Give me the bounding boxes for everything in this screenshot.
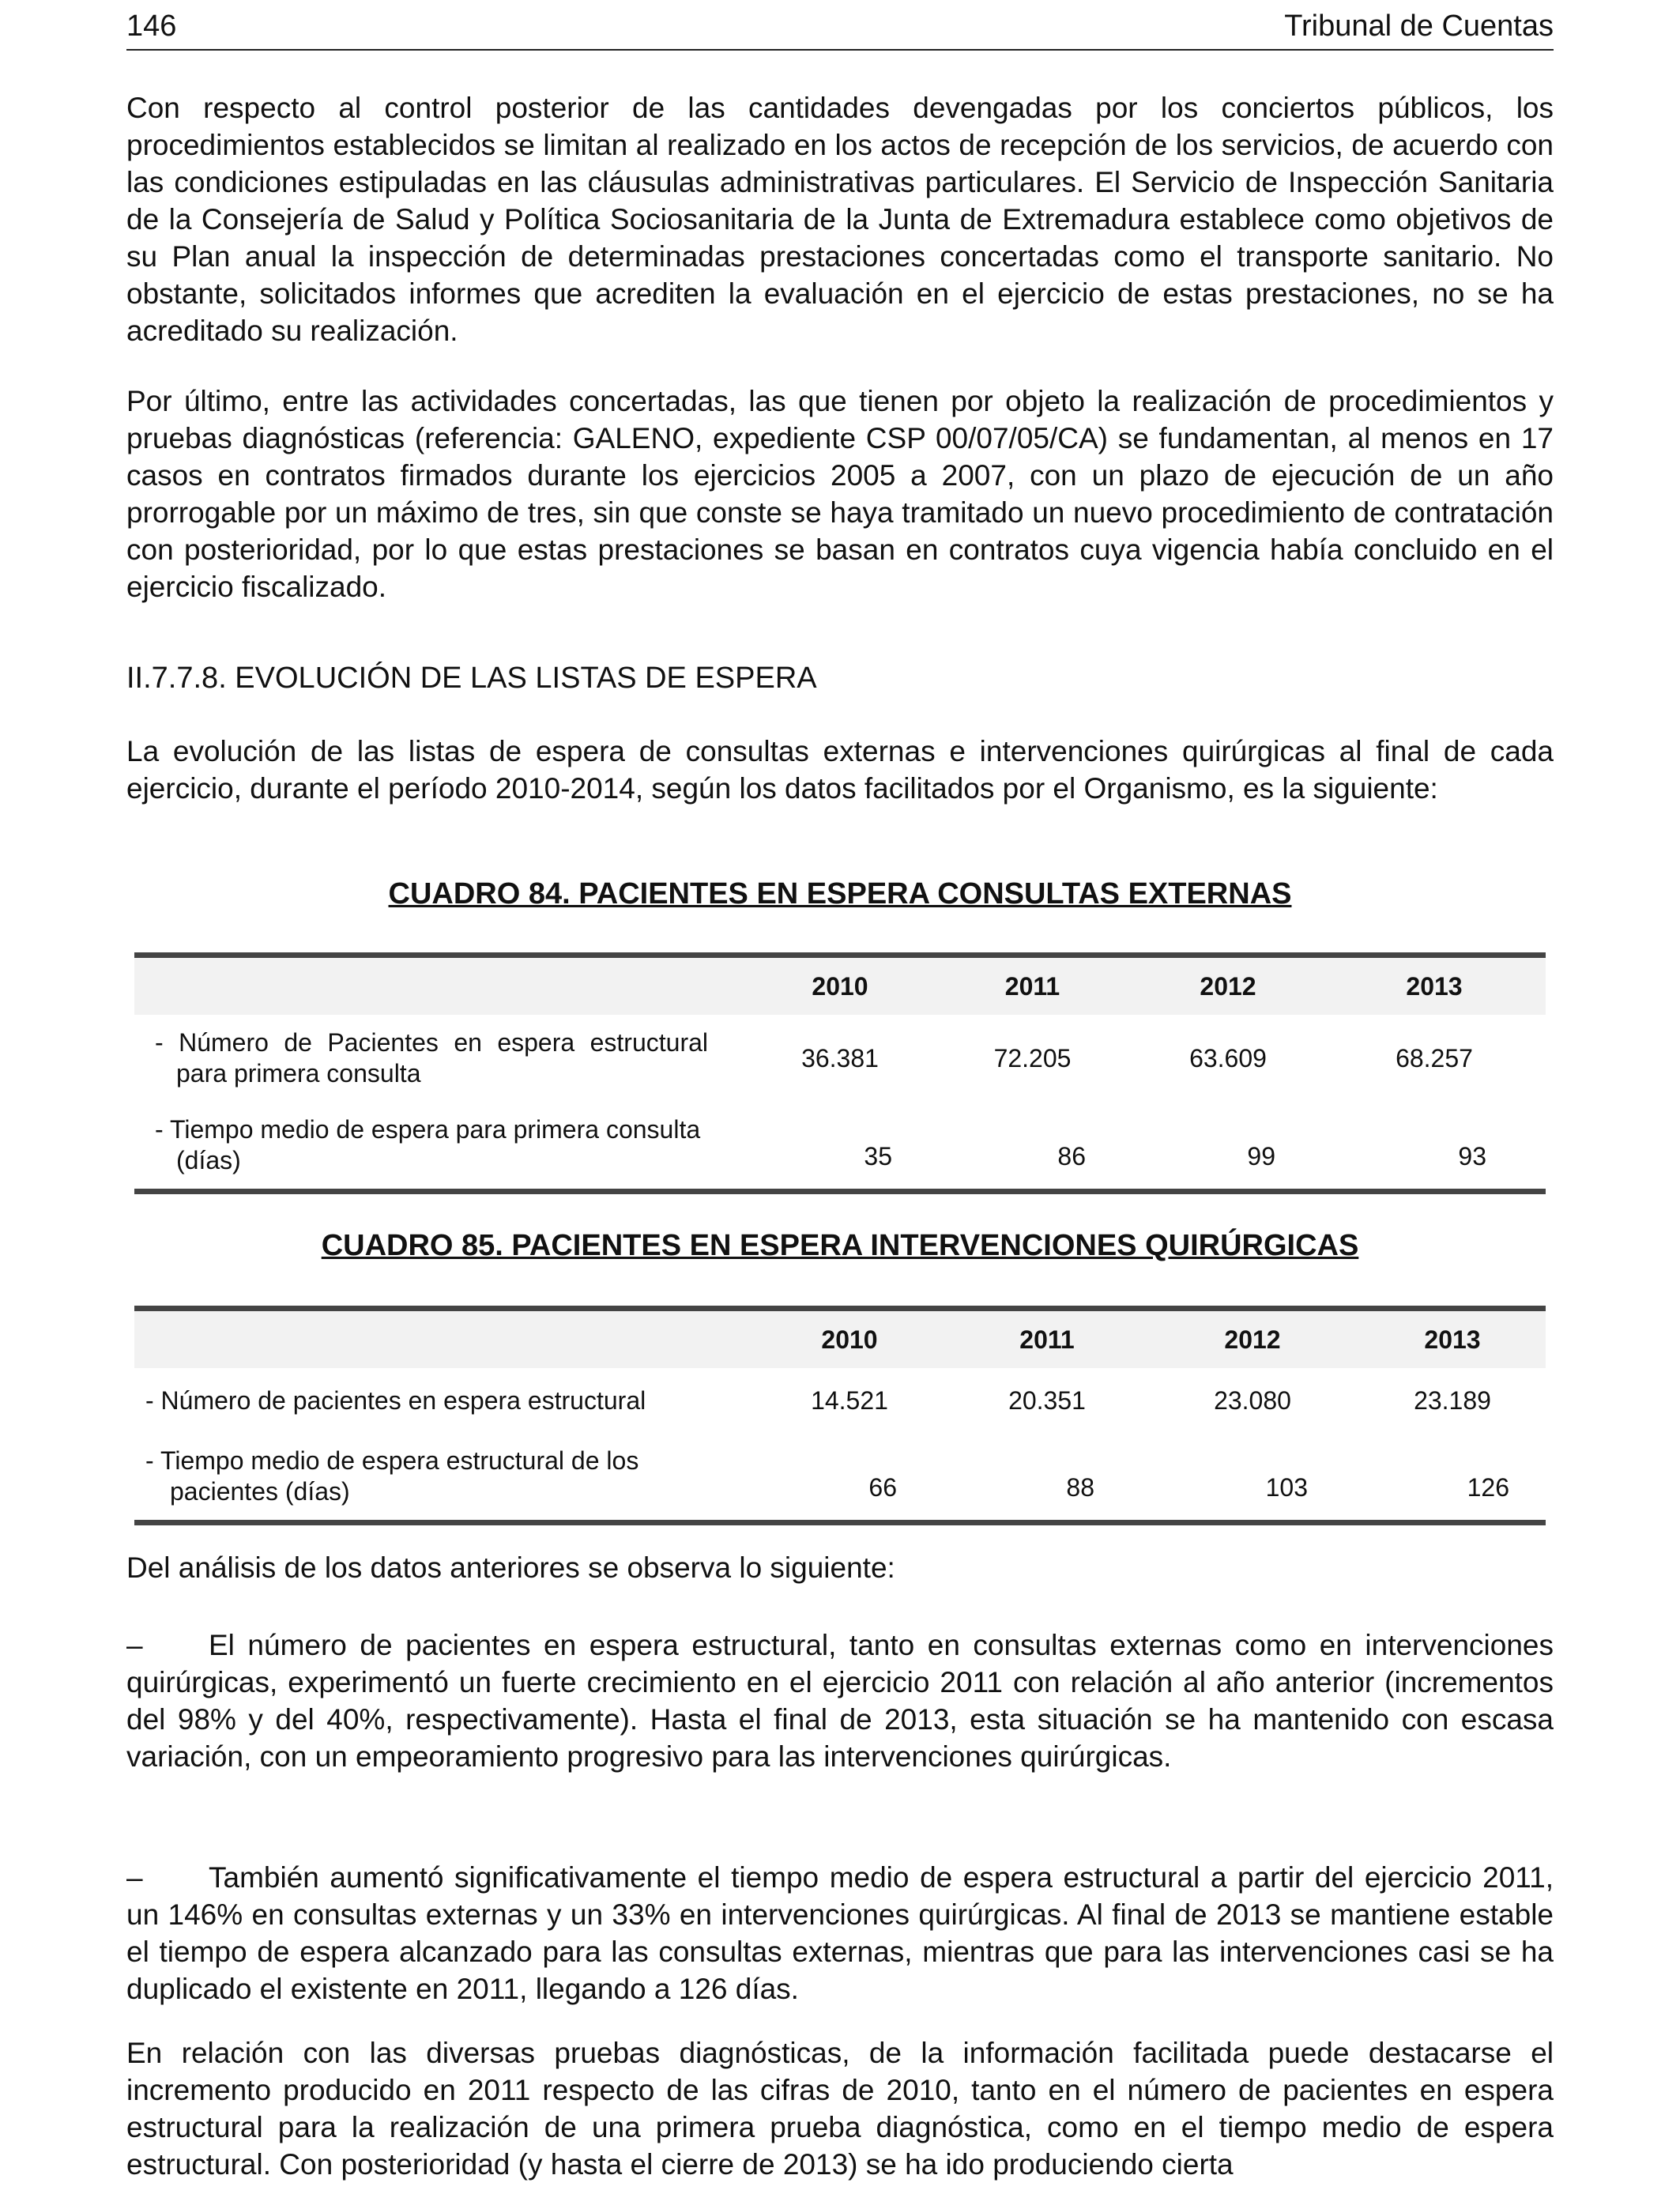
section-heading: II.7.7.8. EVOLUCIÓN DE LAS LISTAS DE ESPERA [126, 662, 817, 695]
value-cell: 68.257 [1396, 1043, 1473, 1072]
table-row [134, 1102, 1546, 1192]
page-number: 146 [126, 9, 177, 43]
header-empty-cell [134, 1309, 751, 1369]
year-header: 2010 [751, 1309, 948, 1369]
value-cell: 35 [864, 1142, 892, 1171]
bullet-text: También aumentó significativamente el tiempo medio de espera estructural a partir del ejercicio 2011, un 146% en consultas externas y un 33% en intervenciones quirúrgicas. Al final de 2013 se mantiene estable el tiempo de espera alcanzado para las consultas externas, mientras que para las intervenciones casi se ha duplicado el existente en 2011, llegando a 126 días. [126, 1861, 1554, 2005]
year-header: 2012 [1133, 956, 1323, 1016]
row-label [134, 1368, 751, 1433]
value-cell: 88 [1066, 1473, 1094, 1502]
value-cell: 126 [1467, 1473, 1509, 1502]
row-label-line1: - Tiempo medio de espera para primera consulta [155, 1115, 701, 1144]
bullet-paragraph-numero-pacientes [126, 1627, 1554, 1775]
bullet-dash: – [126, 1629, 143, 1661]
table-row [134, 1368, 1546, 1433]
year-header: 2013 [1323, 956, 1546, 1016]
table-row [134, 1433, 1546, 1523]
table-85-intervenciones-quirurgicas [134, 1306, 1546, 1525]
value-cell: 66 [868, 1473, 897, 1502]
year-header: 2010 [748, 956, 932, 1016]
value-cell: 14.521 [811, 1385, 888, 1415]
value-cell: 23.080 [1214, 1385, 1291, 1415]
year-header: 2011 [932, 956, 1133, 1016]
row-label-line2: para primera consulta [176, 1059, 421, 1088]
bullet-text: El número de pacientes en espera estructural, tanto en consultas externas como en intervenciones quirúrgicas, experimentó un fuerte crecimiento en el ejercicio 2011 con relación al año anterior (incrementos del 98% y del 40%, respectivamente). Hasta el final de 2013, esta situación se ha mantenido con escasa variación, con un empeoramiento progresivo para las intervenciones quirúrgicas. [126, 1629, 1554, 1773]
table-84-title: CUADRO 84. PACIENTES EN ESPERA CONSULTAS EXTERNAS [388, 877, 1292, 910]
paragraph-pruebas-diagnosticas: En relación con las diversas pruebas diagnósticas, de la información facilitada puede destacarse el incremento producido en 2011 respecto de las cifras de 2010, tanto en el número de pacientes en espera estructural para la realización de una primera prueba diagnóstica, como en el tiempo medio de espera estructural. Con posterioridad (y hasta el cierre de 2013) se ha ido produciendo cierta [126, 2037, 1554, 2181]
year-header: 2012 [1146, 1309, 1359, 1369]
row-label [134, 1102, 748, 1192]
row-label-line1: - Número de pacientes en espera estructural [145, 1385, 646, 1415]
organization-name: Tribunal de Cuentas [1284, 9, 1554, 43]
table-84-consultas-externas [134, 952, 1546, 1194]
row-label [134, 1015, 748, 1102]
paragraph-control-posterior: Con respecto al control posterior de las cantidades devengadas por los conciertos públicos, los procedimientos establecidos se limitan al realizado en los actos de recepción de los servicios, de acuerdo con las condiciones estipuladas en las cláusulas administrativas particulares. El Servicio de Inspección Sanitaria de la Consejería de Salud y Política Sociosanitaria de la Junta de Extremadura establece como objetivos de su Plan anual la inspección de determinadas prestaciones concertadas como el transporte sanitario. No obstante, solicitados informes que acrediten la evaluación en el ejercicio de estas prestaciones, no se ha acreditado su realización. [126, 92, 1554, 347]
header-empty-cell [134, 956, 748, 1016]
page-header [126, 0, 1554, 51]
value-cell: 99 [1247, 1142, 1275, 1171]
table-row [134, 1015, 1546, 1102]
document-page [126, 0, 1554, 2181]
value-cell: 103 [1265, 1473, 1308, 1502]
table-header-row [134, 956, 1546, 1016]
paragraph-actividades-concertadas: Por último, entre las actividades concertadas, las que tienen por objeto la realización de procedimientos y pruebas diagnósticas (referencia: GALENO, expediente CSP 00/07/05/CA) se fundamentan, al menos en 17 casos en contratos firmados durante los ejercicios 2005 a 2007, con un plazo de ejecución de un año prorrogable por un máximo de tres, sin que conste se haya tramitado un nuevo procedimiento de contratación con posterioridad, por lo que estas prestaciones se basan en contratos cuya vigencia había concluido en el ejercicio fiscalizado. [126, 385, 1554, 603]
table-85-title: CUADRO 85. PACIENTES EN ESPERA INTERVENCIONES QUIRÚRGICAS [321, 1229, 1359, 1262]
year-header: 2013 [1359, 1309, 1546, 1369]
value-cell: 86 [1057, 1142, 1086, 1171]
value-cell: 23.189 [1414, 1385, 1491, 1415]
row-label-line1: - Número de Pacientes en espera estructural [155, 1028, 708, 1057]
paragraph-analisis-intro: Del análisis de los datos anteriores se observa lo siguiente: [126, 1551, 895, 1584]
row-label-line1: - Tiempo medio de espera estructural de los [145, 1446, 639, 1475]
row-label [134, 1433, 751, 1523]
row-label-line2: (días) [176, 1146, 241, 1174]
value-cell: 20.351 [1008, 1385, 1086, 1415]
value-cell: 72.205 [993, 1043, 1072, 1072]
paragraph-evolucion-intro: La evolución de las listas de espera de consultas externas e intervenciones quirúrgicas al final de cada ejercicio, durante el período 2010-2014, según los datos facilitados por el Organismo, es la siguiente: [126, 735, 1554, 805]
bullet-paragraph-tiempo-medio [126, 1859, 1554, 2007]
bullet-dash: – [126, 1861, 143, 1894]
year-header: 2011 [948, 1309, 1146, 1369]
value-cell: 63.609 [1189, 1043, 1267, 1072]
row-label-line2: pacientes (días) [170, 1477, 350, 1506]
value-cell: 36.381 [801, 1043, 879, 1072]
value-cell: 93 [1458, 1142, 1486, 1171]
table-header-row [134, 1309, 1546, 1369]
